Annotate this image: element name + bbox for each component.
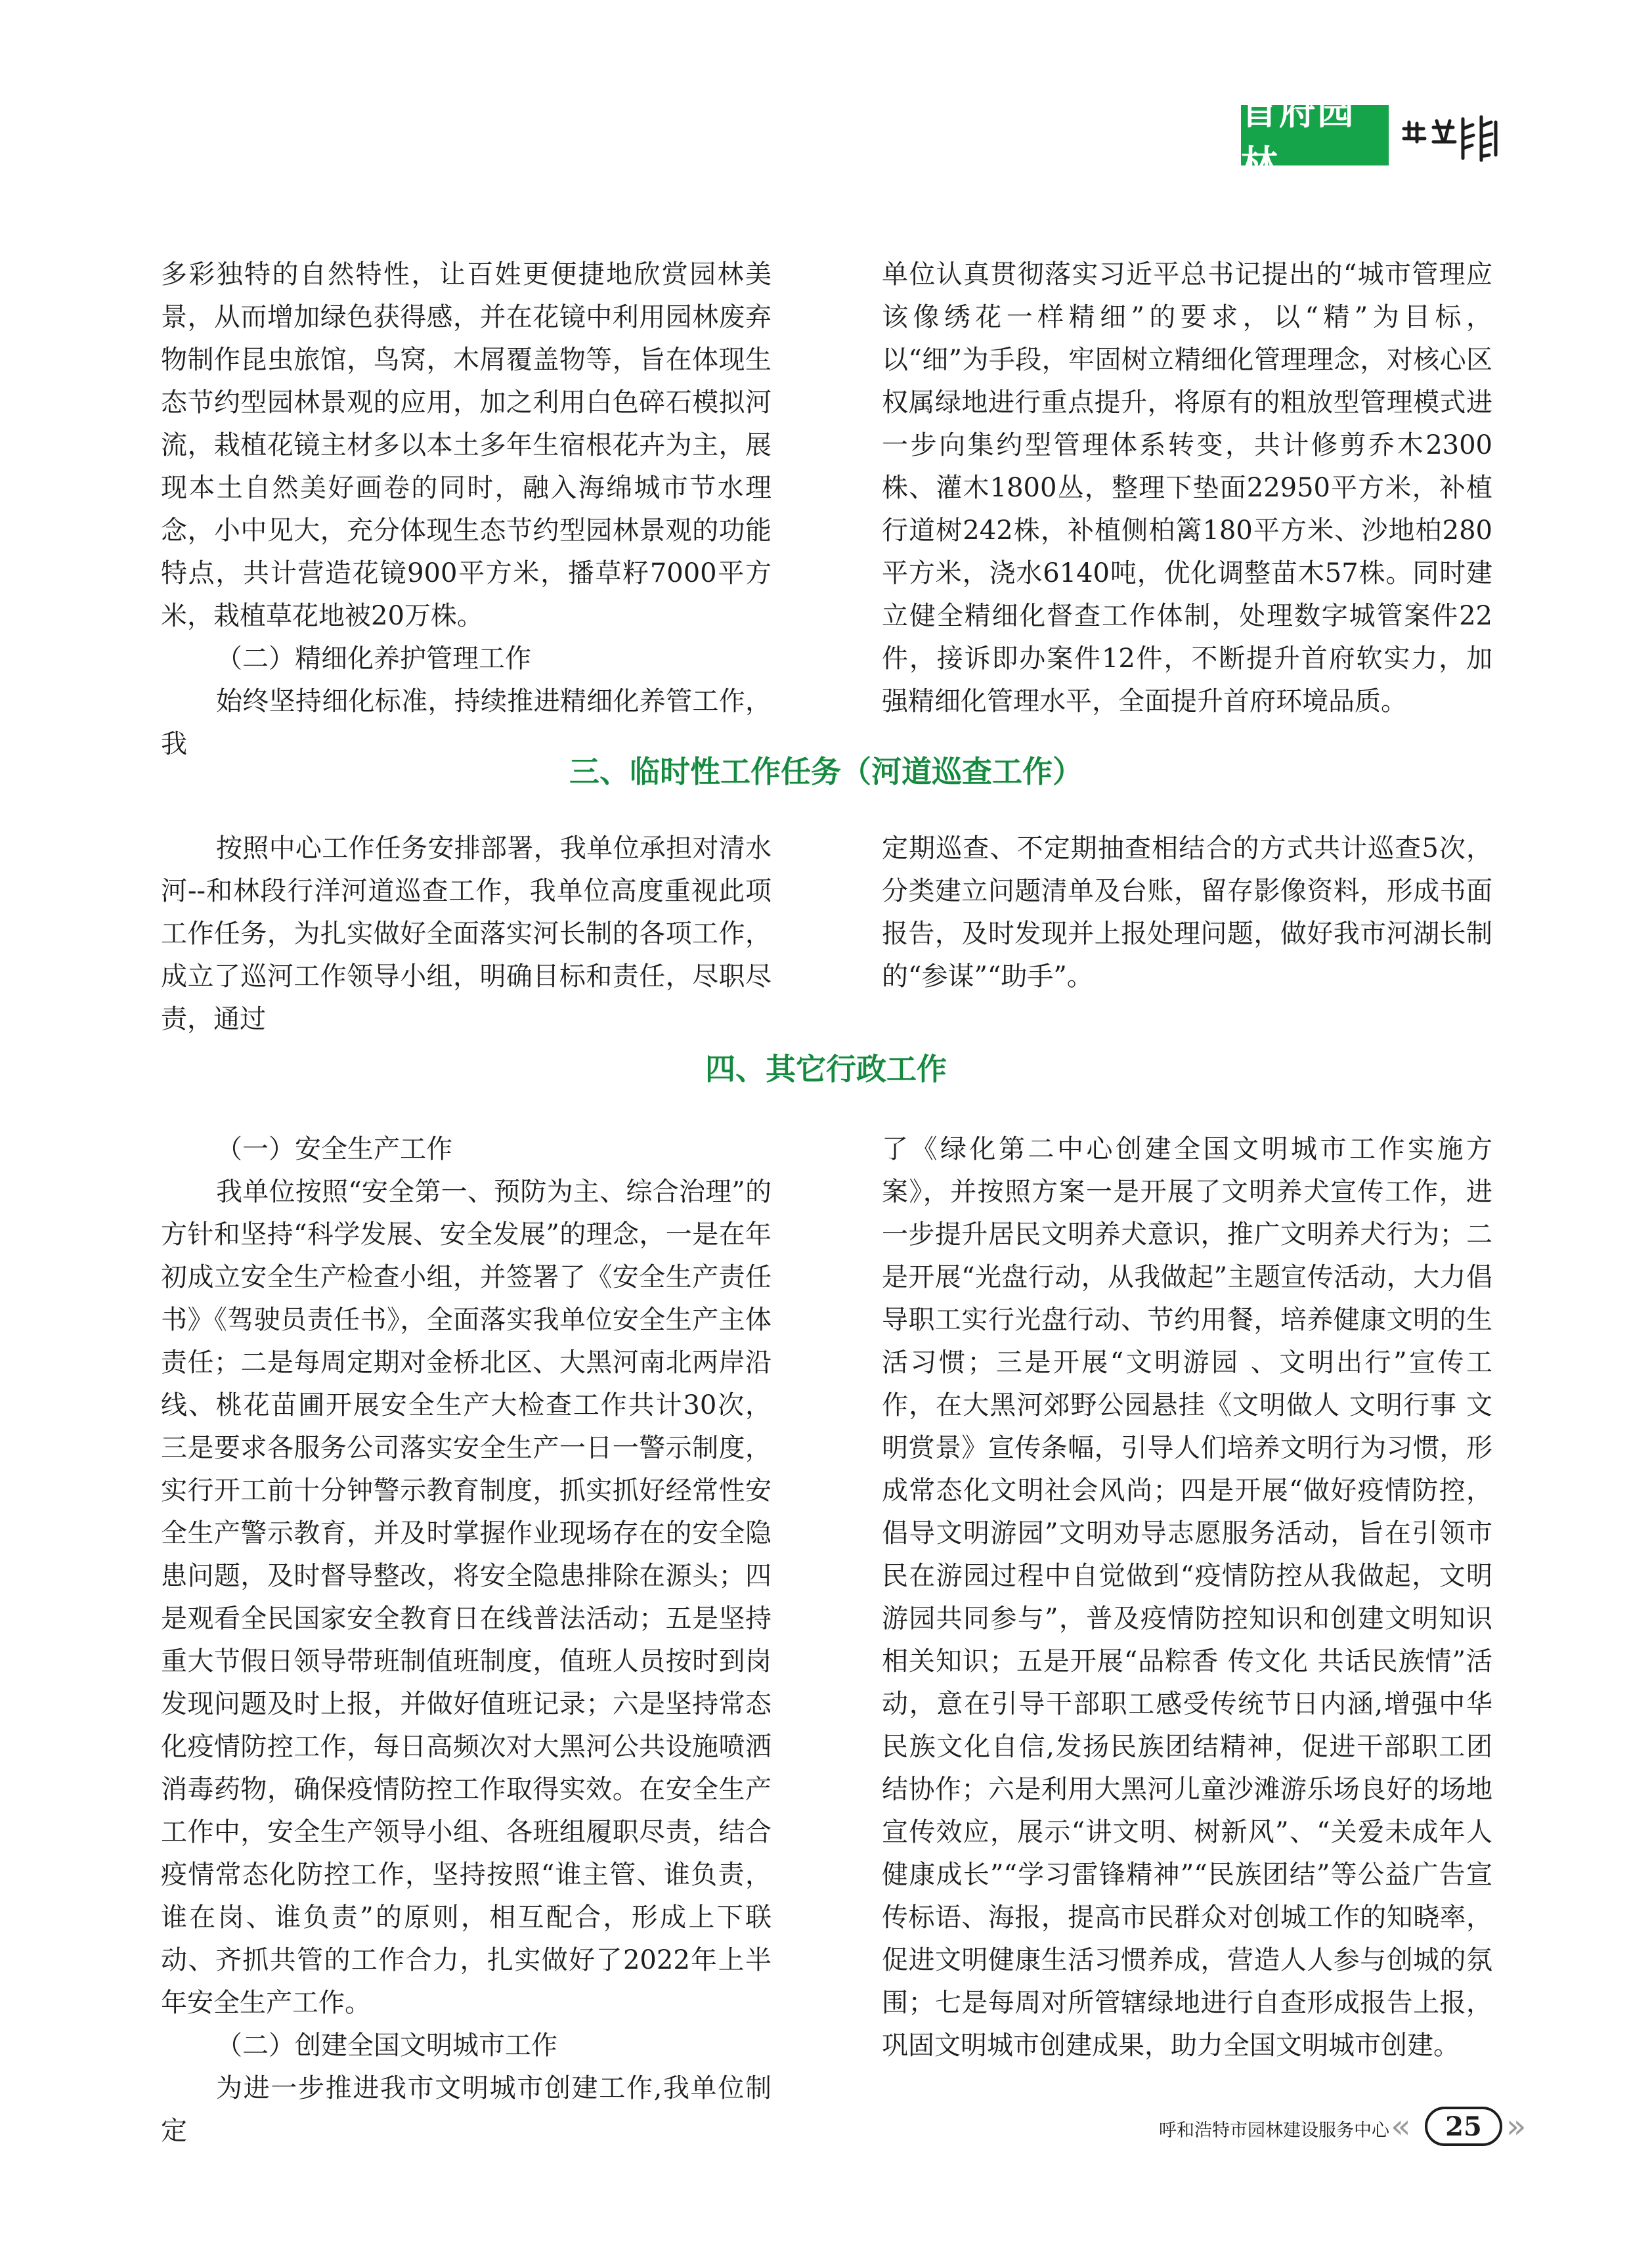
paragraph-text: 单位认真贯彻落实习近平总书记提出的“城市管理应该像绣花一样精细”的要求，以“精”为目标，以“细”为手段，牢固树立精细化管理理念，对核心区权属绿地进行重点提升，将原有的粗放型管理模式进一步向集约型管理体系转变，共计修剪乔木2300株、灌木1800丛，整理下垫面22950平方米，补植行道树242株，补植侧柏篱180平方米、沙地柏280平方米，浇水6140吨，优化调整苗木57株。同时建立健全精细化督查工作体制，处理数字城管案件22件，接诉即办案件12件，不断提升首府软实力，加强精细化管理水平，全面提升首府环境品质。 — [882, 259, 1492, 716]
brand-logo: 首府园林 — [1241, 105, 1389, 165]
subheading: （二）创建全国文明城市工作 — [216, 2030, 557, 2061]
section4-right-column — [882, 1128, 1492, 2067]
subheading: （一）安全生产工作 — [216, 1134, 452, 1164]
paragraph-text: 按照中心工作任务安排部署，我单位承担对清水河--和林段行洋河道巡查工作，我单位高度重视此项工作任务，为扎实做好全面落实河长制的各项工作，成立了巡河工作领导小组，明确目标和责任，尽职尽责，通过 — [161, 833, 772, 1034]
mongolian-script-logo — [1397, 109, 1502, 163]
footer-organization: 呼和浩特市园林建设服务中心 — [1159, 2120, 1389, 2141]
top-left-column — [161, 253, 772, 766]
paragraph-text: 定期巡查、不定期抽查相结合的方式共计巡查5次，分类建立问题清单及台账，留存影像资料，形成书面报告，及时发现并上报处理问题，做好我市河湖长制的“参谋”“助手”。 — [882, 833, 1492, 992]
top-right-column — [882, 253, 1492, 723]
chevron-right-icon: » — [1506, 2107, 1527, 2145]
paragraph-text: 了《绿化第二中心创建全国文明城市工作实施方案》，并按照方案一是开展了文明养犬宣传工作，进一步提升居民文明养犬意识，推广文明养犬行为；二是开展“光盘行动，从我做起”主题宣传活动，大力倡导职工实行光盘行动、节约用餐，培养健康文明的生活习惯；三是开展“文明游园 、文明出行”宣传工作，在大黑河郊野公园悬挂《文明做人 文明行事 文明赏景》宣传条幅，引导人们培养文明行为习惯，形成常态化文明社会风尚；四是开展“做好疫情防控，倡导文明游园”文明劝导志愿服务活动，旨在引领市民在游园过程中自觉做到“疫情防控从我做起，文明游园共同参与”，普及疫情防控知识和创建文明知识相关知识；五是开展“品粽香 传文化 共话民族情”活动，意在引导干部职工感受传统节日内涵,增强中华民族文化自信,发扬民族团结精神，促进干部职工团结协作；六是利用大黑河儿童沙滩游乐场良好的场地宣传效应，展示“讲文明、树新风”、“关爱未成年人健康成长”“学习雷锋精神”“民族团结”等公益广告宣传标语、海报，提高市民群众对创城工作的知晓率，促进文明健康生活习惯养成，营造人人参与创城的氛围；七是每周对所管辖绿地进行自查形成报告上报，巩固文明城市创建成果，助力全国文明城市创建。 — [882, 1134, 1492, 2061]
section-heading: 四、其它行政工作 — [705, 1051, 947, 1087]
page-number: 25 — [1425, 2107, 1502, 2146]
section4-left-column — [161, 1128, 772, 2153]
section3-right-column — [882, 827, 1492, 998]
paragraph-text: 为进一步推进我市文明城市创建工作,我单位制定 — [161, 2073, 772, 2146]
paragraph-text: 始终坚持细化标准，持续推进精细化养管工作，我 — [161, 686, 772, 759]
section-heading: 三、临时性工作任务（河道巡查工作） — [569, 754, 1083, 789]
subheading: （二）精细化养护管理工作 — [216, 644, 531, 674]
chevron-left-icon: « — [1391, 2107, 1411, 2145]
paragraph-text: 我单位按照“安全第一、预防为主、综合治理”的方针和坚持“科学发展、安全发展”的理念，一是在年初成立安全生产检查小组，并签署了《安全生产责任书》《驾驶员责任书》，全面落实我单位安全生产主体责任；二是每周定期对金桥北区、大黑河南北两岸沿线、桃花苗圃开展安全生产大检查工作共计30次，三是要求各服务公司落实安全生产一日一警示制度，实行开工前十分钟警示教育制度，抓实抓好经常性安全生产警示教育，并及时掌握作业现场存在的安全隐患问题，及时督导整改，将安全隐患排除在源头；四是观看全民国家安全教育日在线普法活动；五是坚持重大节假日领导带班制值班制度，值班人员按时到岗发现问题及时上报，并做好值班记录；六是坚持常态化疫情防控工作，每日高频次对大黑河公共设施喷洒消毒药物，确保疫情防控工作取得实效。在安全生产工作中，安全生产领导小组、各班组履职尽责，结合疫情常态化防控工作，坚持按照“谁主管、谁负责，谁在岗、谁负责”的原则，相互配合，形成上下联动、齐抓共管的工作合力，扎实做好了2022年上半年安全生产工作。 — [161, 1177, 772, 2018]
paragraph-text: 多彩独特的自然特性，让百姓更便捷地欣赏园林美景，从而增加绿色获得感，并在花镜中利用园林废弃物制作昆虫旅馆，鸟窝，木屑覆盖物等，旨在体现生态节约型园林景观的应用，加之利用白色碎石模拟河流，栽植花镜主材多以本土多年生宿根花卉为主，展现本土自然美好画卷的同时，融入海绵城市节水理念，小中见大，充分体现生态节约型园林景观的功能特点，共计营造花镜900平方米，播草籽7000平方米，栽植草花地被20万株。 — [161, 259, 772, 631]
section3-left-column — [161, 827, 772, 1041]
